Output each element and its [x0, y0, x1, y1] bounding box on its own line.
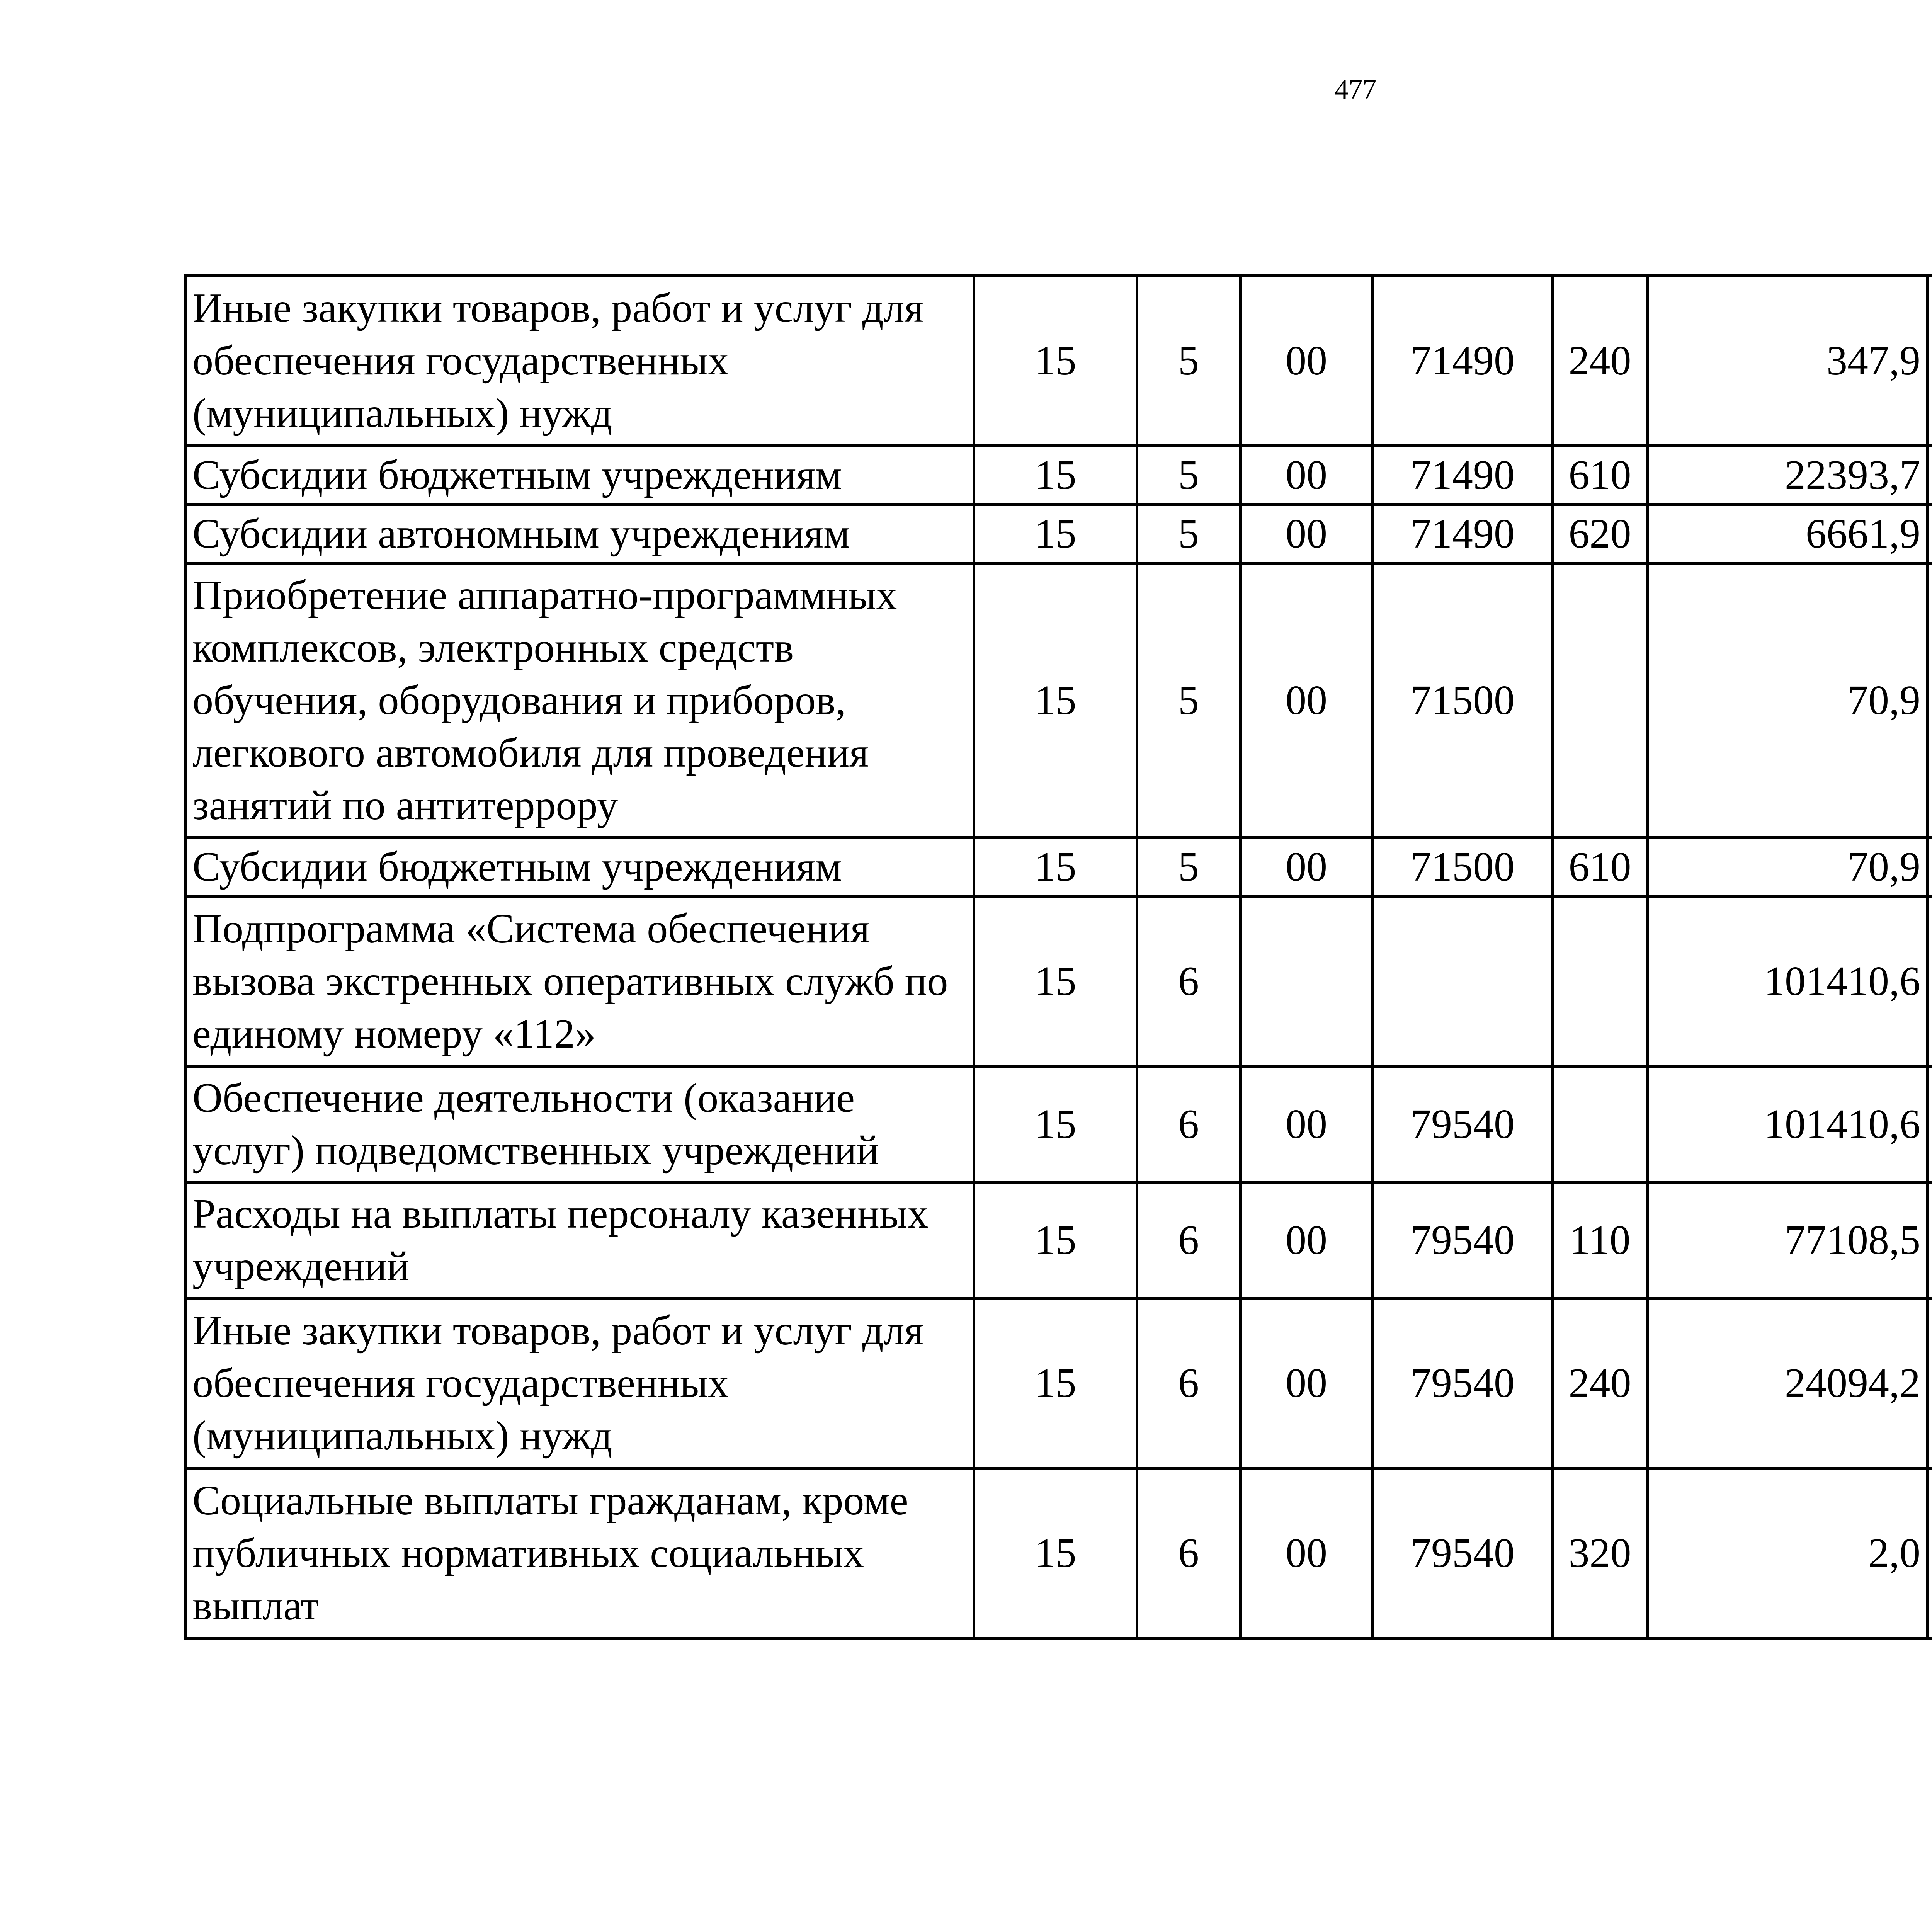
amount-cell-1: 6661,9: [1648, 505, 1927, 563]
program-code-cell: 15: [974, 563, 1137, 838]
expense-type-cell: 240: [1553, 1298, 1648, 1468]
amount-cell-2: [1927, 446, 1932, 505]
expense-type-cell: [1553, 1067, 1648, 1182]
table-row: [186, 446, 1932, 505]
amount-cell-2: [1927, 896, 1932, 1067]
row-name-cell: Подпрограмма «Система обеспечения вызова экстренных оперативных служб по единому номеру «112»: [186, 896, 974, 1067]
subprogram-code-cell: 6: [1137, 896, 1240, 1067]
budget-table-body: [186, 276, 1932, 1638]
direction-code-cell: 00: [1240, 276, 1373, 446]
table-row: [186, 1067, 1932, 1182]
program-code-cell: 15: [974, 446, 1137, 505]
amount-cell-2: [1927, 1182, 1932, 1298]
direction-code-cell: 00: [1240, 1182, 1373, 1298]
amount-cell-2: [1927, 838, 1932, 896]
table-row: [186, 838, 1932, 896]
amount-cell-1: 347,9: [1648, 276, 1927, 446]
subprogram-code-cell: 5: [1137, 563, 1240, 838]
table-row: [186, 563, 1932, 838]
table-row: [186, 1298, 1932, 1468]
row-name-cell: Субсидии бюджетным учреждениям: [186, 838, 974, 896]
row-name-cell: Обеспечение деятельности (оказание услуг) подведомственных учреждений: [186, 1067, 974, 1182]
direction-code-cell: [1240, 896, 1373, 1067]
expense-code-cell: 71500: [1373, 838, 1553, 896]
program-code-cell: 15: [974, 1067, 1137, 1182]
amount-cell-1: 22393,7: [1648, 446, 1927, 505]
table-row: [186, 276, 1932, 446]
amount-cell-1: 70,9: [1648, 838, 1927, 896]
direction-code-cell: 00: [1240, 1468, 1373, 1638]
expense-code-cell: 79540: [1373, 1182, 1553, 1298]
expense-code-cell: 71490: [1373, 505, 1553, 563]
expense-code-cell: 79540: [1373, 1067, 1553, 1182]
program-code-cell: 15: [974, 1298, 1137, 1468]
expense-type-cell: 610: [1553, 838, 1648, 896]
amount-cell-1: 24094,2: [1648, 1298, 1927, 1468]
program-code-cell: 15: [974, 505, 1137, 563]
amount-cell-1: 101410,6: [1648, 896, 1927, 1067]
direction-code-cell: 00: [1240, 505, 1373, 563]
program-code-cell: 15: [974, 896, 1137, 1067]
expense-type-cell: 610: [1553, 446, 1648, 505]
amount-cell-1: 70,9: [1648, 563, 1927, 838]
amount-cell-2: [1927, 1298, 1932, 1468]
direction-code-cell: 00: [1240, 1298, 1373, 1468]
amount-cell-1: 101410,6: [1648, 1067, 1927, 1182]
subprogram-code-cell: 6: [1137, 1468, 1240, 1638]
expense-type-cell: 320: [1553, 1468, 1648, 1638]
direction-code-cell: 00: [1240, 838, 1373, 896]
amount-cell-2: [1927, 505, 1932, 563]
amount-cell-2: [1927, 1468, 1932, 1638]
row-name-cell: Субсидии бюджетным учреждениям: [186, 446, 974, 505]
subprogram-code-cell: 6: [1137, 1067, 1240, 1182]
program-code-cell: 15: [974, 1468, 1137, 1638]
expense-code-cell: [1373, 896, 1553, 1067]
expense-code-cell: 71500: [1373, 563, 1553, 838]
amount-cell-2: [1927, 1067, 1932, 1182]
amount-cell-2: [1927, 563, 1932, 838]
row-name-cell: Расходы на выплаты персоналу казенных учреждений: [186, 1182, 974, 1298]
direction-code-cell: 00: [1240, 563, 1373, 838]
table-row: [186, 505, 1932, 563]
subprogram-code-cell: 6: [1137, 1182, 1240, 1298]
expense-code-cell: 79540: [1373, 1298, 1553, 1468]
expense-type-cell: 110: [1553, 1182, 1648, 1298]
row-name-cell: Иные закупки товаров, работ и услуг для обеспечения государственных (муниципальных) нужд: [186, 1298, 974, 1468]
subprogram-code-cell: 5: [1137, 446, 1240, 505]
expense-type-cell: [1553, 896, 1648, 1067]
expense-code-cell: 79540: [1373, 1468, 1553, 1638]
subprogram-code-cell: 5: [1137, 505, 1240, 563]
row-name-cell: Социальные выплаты гражданам, кроме публичных нормативных социальных выплат: [186, 1468, 974, 1638]
expense-type-cell: 240: [1553, 276, 1648, 446]
amount-cell-1: 2,0: [1648, 1468, 1927, 1638]
expense-type-cell: 620: [1553, 505, 1648, 563]
expense-code-cell: 71490: [1373, 446, 1553, 505]
direction-code-cell: 00: [1240, 446, 1373, 505]
direction-code-cell: 00: [1240, 1067, 1373, 1182]
table-row: [186, 1468, 1932, 1638]
table-row: [186, 896, 1932, 1067]
page-number: 477: [1335, 74, 1376, 105]
program-code-cell: 15: [974, 1182, 1137, 1298]
expense-code-cell: 71490: [1373, 276, 1553, 446]
amount-cell-1: 77108,5: [1648, 1182, 1927, 1298]
program-code-cell: 15: [974, 838, 1137, 896]
row-name-cell: Субсидии автономным учреждениям: [186, 505, 974, 563]
table-row: [186, 1182, 1932, 1298]
subprogram-code-cell: 5: [1137, 838, 1240, 896]
expense-type-cell: [1553, 563, 1648, 838]
amount-cell-2: [1927, 276, 1932, 446]
row-name-cell: Приобретение аппаратно-программных комплексов, электронных средств обучения, оборудования и приборов, легкового автомобиля для проведения занятий по антитеррору: [186, 563, 974, 838]
subprogram-code-cell: 5: [1137, 276, 1240, 446]
row-name-cell: Иные закупки товаров, работ и услуг для обеспечения государственных (муниципальных) нужд: [186, 276, 974, 446]
program-code-cell: 15: [974, 276, 1137, 446]
subprogram-code-cell: 6: [1137, 1298, 1240, 1468]
budget-table: [184, 274, 1932, 1640]
